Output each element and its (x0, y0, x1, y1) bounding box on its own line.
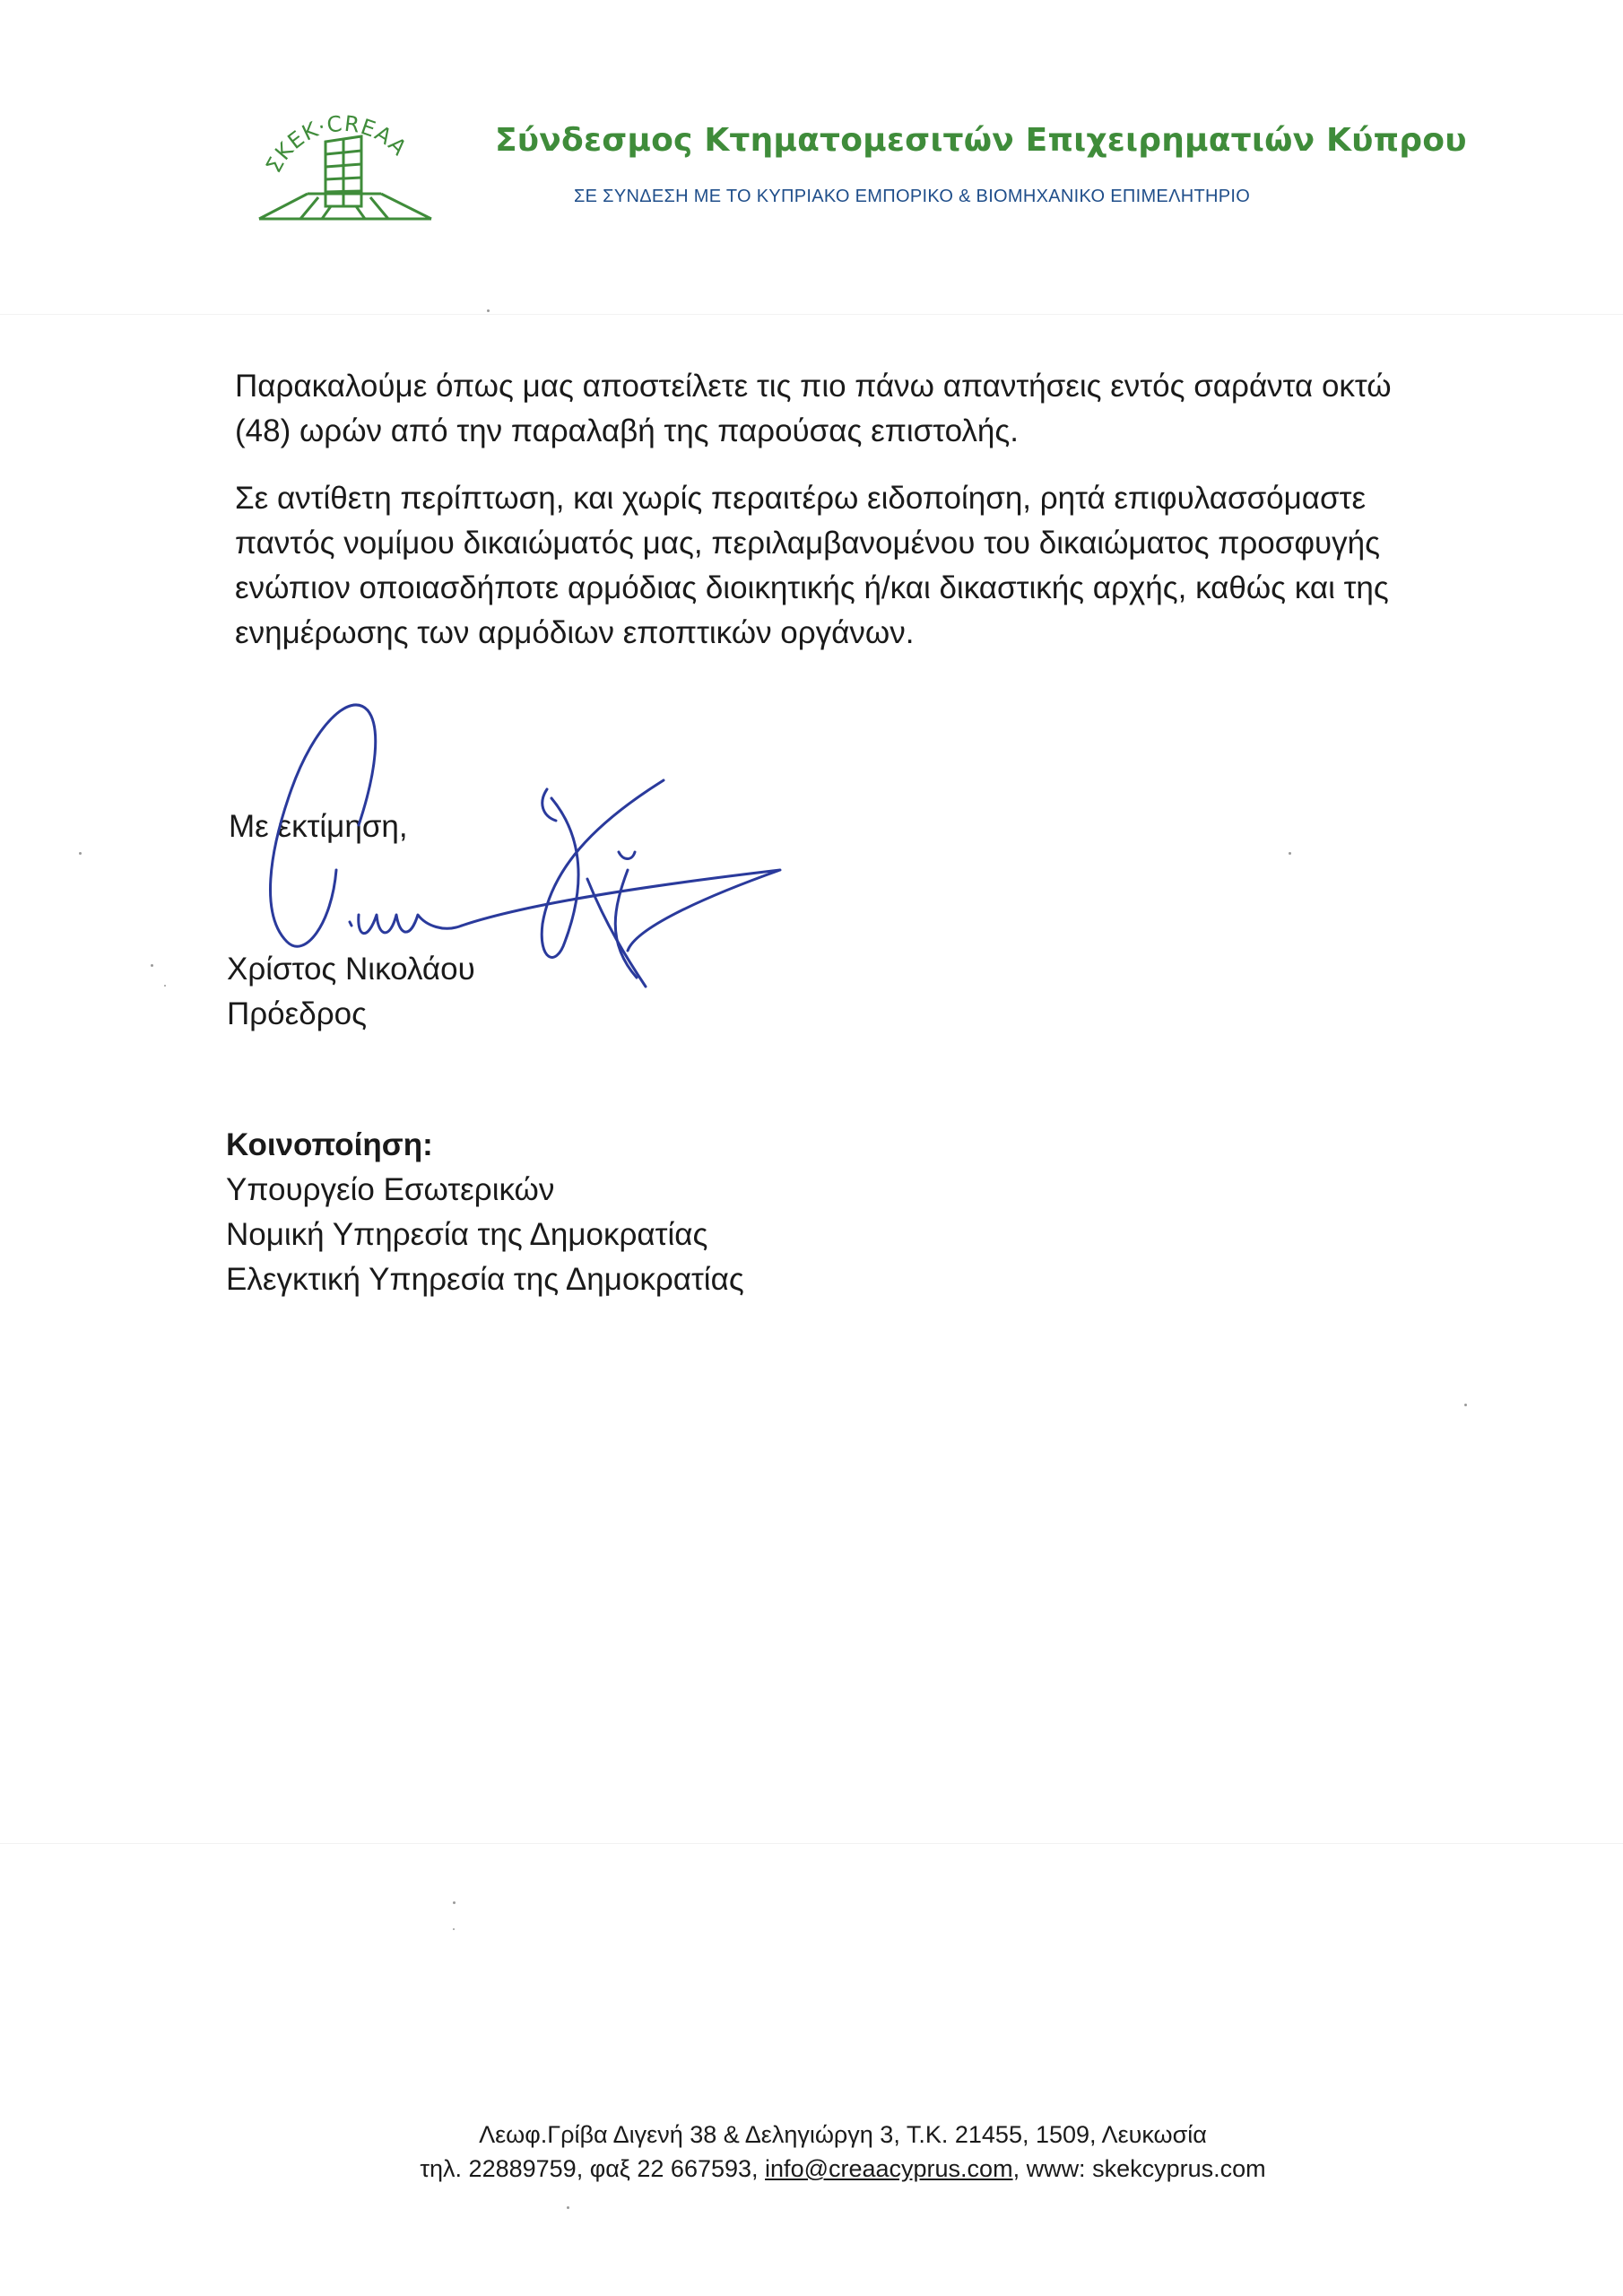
paragraph-line: ενώπιον οποιασδήποτε αρμόδιας διοικητικής ή/και δικαστικής αρχής, καθώς και της (235, 570, 1389, 605)
organization-subtitle: ΣΕ ΣΥΝΔΕΣΗ ΜΕ ΤΟ ΚΥΠΡΙΑΚΟ ΕΜΠΟΡΙΚΟ & ΒΙΟΜΗΧΑΝΙΚΟ ΕΠΙΜΕΛΗΤΗΡΙΟ (574, 187, 1251, 206)
footer-phone-fax: τηλ. 22889759, φαξ 22 667593, (420, 2155, 759, 2182)
scan-speck (487, 309, 490, 312)
footer-website: , www: skekcyprus.com (1012, 2155, 1266, 2182)
footer-email-link[interactable]: info@creaacyprus.com (765, 2155, 1013, 2182)
scan-speck (1289, 852, 1291, 855)
footer-contact (0, 2152, 1623, 2185)
signatory-name: Χρίστος Νικολάου (227, 952, 475, 987)
scan-speck (151, 964, 153, 967)
svg-text:ΣΚΕΚ·CREAA: ΣΚΕΚ·CREAA (260, 110, 412, 178)
scan-speck (79, 852, 82, 855)
signatory-title: Πρόεδρος (227, 996, 367, 1031)
header-divider (0, 314, 1623, 315)
paragraph-line: παντός νομίμου δικαιώματός μας, περιλαμβανομένου του δικαιώματος προσφυγής (235, 526, 1380, 561)
scan-speck (164, 985, 166, 987)
paragraph-line: Σε αντίθετη περίπτωση, και χωρίς περαιτέρω ειδοποίηση, ρητά επιφυλασσόμαστε (235, 481, 1367, 516)
cc-recipient: Νομική Υπηρεσία της Δημοκρατίας (226, 1217, 708, 1252)
request-paragraph (235, 364, 1472, 454)
paragraph-line: (48) ωρών από την παραλαβή της παρούσας επιστολής. (235, 413, 1019, 448)
paragraph-line: Παρακαλούμε όπως μας αποστείλετε τις πιο πάνω απαντήσεις εντός σαράντα οκτώ (235, 369, 1392, 404)
scan-speck (453, 1901, 456, 1904)
scan-speck (453, 1928, 455, 1930)
association-logo (256, 97, 435, 227)
cc-recipient-list (226, 1168, 744, 1302)
paragraph-line: ενημέρωσης των αρμόδιων εποπτικών οργάνων. (235, 615, 915, 650)
footer-address: Λεωφ.Γρίβα Διγενή 38 & Δεληγιώργη 3, Τ.Κ. 21455, 1509, Λευκωσία (479, 2121, 1207, 2148)
scan-speck (567, 2206, 569, 2209)
letterhead (0, 0, 1623, 233)
footer-divider (0, 1843, 1623, 1844)
closing-salutation: Με εκτίμηση, (229, 809, 408, 844)
cc-recipient: Ελεγκτική Υπηρεσία της Δημοκρατίας (226, 1262, 744, 1297)
scan-speck (1464, 1404, 1467, 1406)
cc-recipient: Υπουργείο Εσωτερικών (226, 1172, 555, 1207)
organization-name: Σύνδεσμος Κτηματομεσιτών Επιχειρηματιών Κύπρου (495, 122, 1467, 159)
rights-reservation-paragraph (235, 476, 1472, 656)
cc-heading: Κοινοποίηση: (226, 1127, 433, 1162)
